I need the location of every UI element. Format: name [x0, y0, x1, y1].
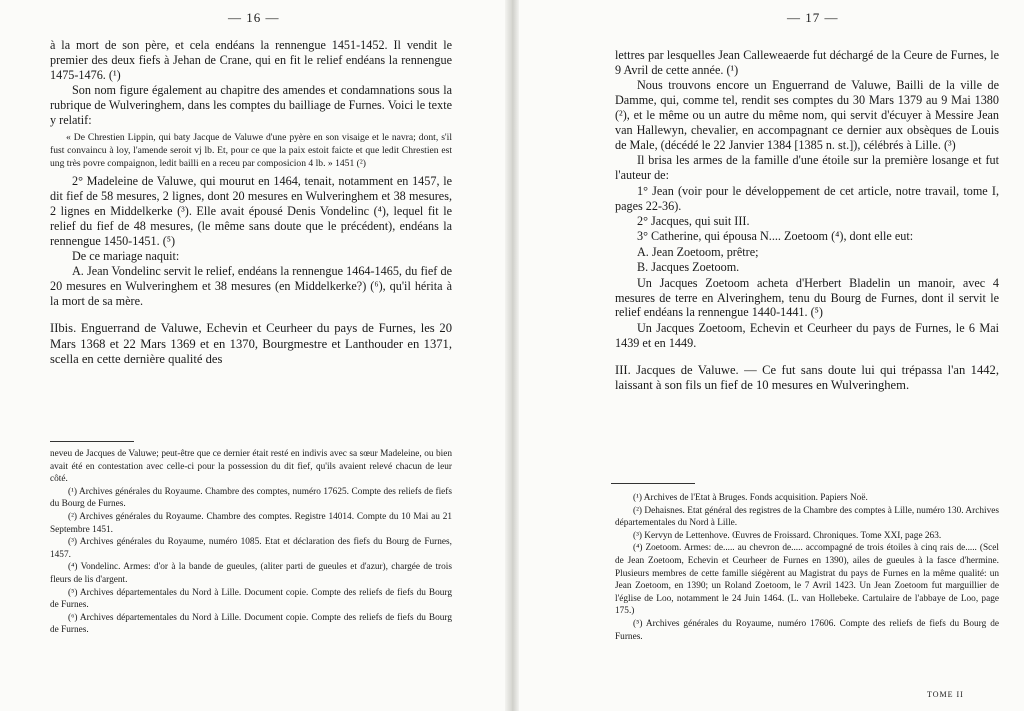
paragraph: Un Jacques Zoetoom, Echevin et Ceurheer du pays de Furnes, le 6 Mai 1439 et en 1449.: [615, 320, 999, 350]
footnote: (²) Dehaisnes. Etat général des registres de la Chambre des comptes à Lille, numéro 130. Archives départementales du Nord à Lille.: [615, 505, 999, 529]
quotation: « De Chrestien Lippin, qui baty Jacque de Valuwe d'une pyère en son visaige et le navra; dont, s'il fust convaincu à loy, l'amende seroit vj lb. Et, pour ce que la paix estoit faicte et que ledit Chrestien est ung très povre compaignon, ledit bailli en a receu par composicion 4 lb. » 1451 (²): [50, 131, 452, 169]
paragraph: Nous trouvons encore un Enguerrand de Valuwe, Bailli de la ville de Damme, qui, comme tel, rendit ses comptes du 30 Mars 1379 au 9 Mai 1380 (²), et le même ou un autre du même nom, qui servit d'écuyer à Messire Jean van Hallewyn, chevalier, en accompagnant ce dernier aux obsèques de Louis de Male, (décédé le 22 Janvier 1384 [1385 n. st.]), célébrés à Lille. (³): [615, 78, 999, 152]
footnote: neveu de Jacques de Valuwe; peut-être que ce dernier était resté en indivis avec sa sœur Madeleine, ou bien avait été en contestation avec celle-ci pour la possession du dit fief, qu'ils avaient relevé chacun de leur côté.: [50, 449, 452, 485]
footnote: (⁵) Archives départementales du Nord à Lille. Document copie. Compte des reliefs de fiefs du Bourg de Furnes.: [50, 587, 452, 611]
paragraph: De ce mariage naquit:: [72, 248, 180, 263]
left-footnotes: [50, 448, 452, 637]
right-footnotes: [615, 492, 999, 643]
section-heading: III. Jacques de Valuwe. — Ce fut sans doute lui qui trépassa l'an 1442, laissant à son fils un fief de 10 mesures en Wulveringhem.: [615, 362, 999, 393]
footnote: (³) Kervyn de Lettenhove. Œuvres de Froissard. Chroniques. Tome XXI, page 263.: [633, 530, 942, 541]
list-item: 1° Jean (voir pour le développement de cet article, notre travail, tome I, pages 22-36).: [615, 183, 999, 213]
list-item: 3° Catherine, qui épousa N.... Zoetoom (⁴), dont elle eut:: [637, 229, 914, 244]
page-number-right: — 17 —: [787, 10, 839, 25]
section-heading: IIbis. Enguerrand de Valuwe, Echevin et Ceurheer du pays de Furnes, les 20 Mars 1368 et 22 Mars 1369 et en 1370, Bourgmestre et Lanthouder en 1371, scella en cette dernière qualité des: [50, 321, 452, 367]
paragraph: lettres par lesquelles Jean Calleweaerde fut déchargé de la Ceure de Furnes, le 9 Avril de cette année. (¹): [615, 48, 999, 77]
footnote: (²) Archives générales du Royaume. Chambre des comptes. Registre 14014. Compte du 10 Mai au 21 Septembre 1451.: [50, 511, 452, 535]
footnote: (⁴) Vondelinc. Armes: d'or à la bande de gueules, (aliter parti de gueules et d'azur), chargée de trois fleurs de lis d'argent.: [50, 562, 452, 585]
paragraph: Son nom figure également au chapitre des amendes et condamnations sous la rubrique de Wulveringhem, dans les comptes du bailliage de Furnes. Voici le texte y relatif:: [50, 83, 452, 128]
paragraph: 2° Madeleine de Valuwe, qui mourut en 1464, tenait, notamment en 1457, le dit fief de 58 mesures, 2 lignes, dont 20 mesures en Wulveringhem et 38 mesures, 2 lignes en Middelkerke (³). Elle avait épousé Denis Vondelinc (⁴), lequel fit le relief du fief de 48 mesures, (le même sans doute que le précédent), endéans la rennengue 1450-1451. (⁵): [50, 173, 452, 248]
paragraph: Un Jacques Zoetoom acheta d'Herbert Bladelin un manoir, avec 4 mesures de terre en Alveringhem, tenu du Bourg de Furnes, dont il servit le relief endéans la rennengue 1440-1441. (⁵): [615, 275, 999, 320]
footnote: (⁵) Archives générales du Royaume, numéro 17606. Compte des reliefs de fiefs du Bourg de Furnes.: [615, 618, 999, 642]
right-page: [519, 0, 1024, 711]
left-body: [50, 38, 452, 368]
paragraph: à la mort de son père, et cela endéans la rennengue 1451-1452. Il vendit le premier des deux fiefs à Jehan de Crane, qui en fit le relief endéans la rennengue 1475-1476. (¹): [50, 38, 452, 82]
signature-mark: TOME II: [927, 690, 964, 699]
footnote: (¹) Archives de l'Etat à Bruges. Fonds acquisition. Papiers Noë.: [633, 493, 868, 503]
list-item: B. Jacques Zoetoom.: [637, 260, 740, 275]
footnote: (⁶) Archives départementales du Nord à Lille. Document copie. Compte des reliefs de fiefs du Bourg de Furnes.: [50, 612, 452, 636]
paragraph: Il brisa les armes de la famille d'une étoile sur la première losange et fut l'auteur de:: [615, 153, 999, 183]
footnote: (¹) Archives générales du Royaume. Chambre des comptes, numéro 17625. Compte des reliefs de fiefs du Bourg de Furnes.: [50, 486, 452, 510]
left-page: [0, 0, 505, 711]
list-item: 2° Jacques, qui suit III.: [637, 213, 750, 228]
footnote-rule: [611, 483, 695, 484]
footnote-rule: [50, 441, 134, 442]
paragraph: A. Jean Vondelinc servit le relief, endéans la rennengue 1464-1465, du fief de 20 mesures en Wulveringhem et 38 mesures (en Middelkerke?) (⁶), qu'il hérita à la mort de sa mère.: [50, 264, 452, 309]
right-body: [615, 48, 999, 394]
footnote: (³) Archives générales du Royaume, numéro 1085. Etat et déclaration des fiefs du Bourg de Furnes, 1457.: [50, 537, 452, 560]
footnote: (⁴) Zoetoom. Armes: de..... au chevron de..... accompagné de trois étoiles à cinq rais de..... (Scel de Jean Zoetoom, Echevin et Ceurheer de Furnes en 1390), ailes de gueules à la fasce d'hermine. Plusieurs membres de cette famille siégèrent au Magistrat du pays de Furnes en la même qualité: un Jean Zoetoom, en 1390; un Roland Zoetoom, le 7 Avril 1423. Un Jean Zoetoom fut marguillier de l'église de Loo, notamment le 24 Juin 1464. (L. van Hollebeke. Cartulaire de l'abbaye de Loo, page 175.): [615, 543, 999, 617]
list-item: A. Jean Zoetoom, prêtre;: [637, 244, 759, 259]
book-gutter: [505, 0, 519, 711]
page-number-left: — 16 —: [228, 10, 280, 25]
